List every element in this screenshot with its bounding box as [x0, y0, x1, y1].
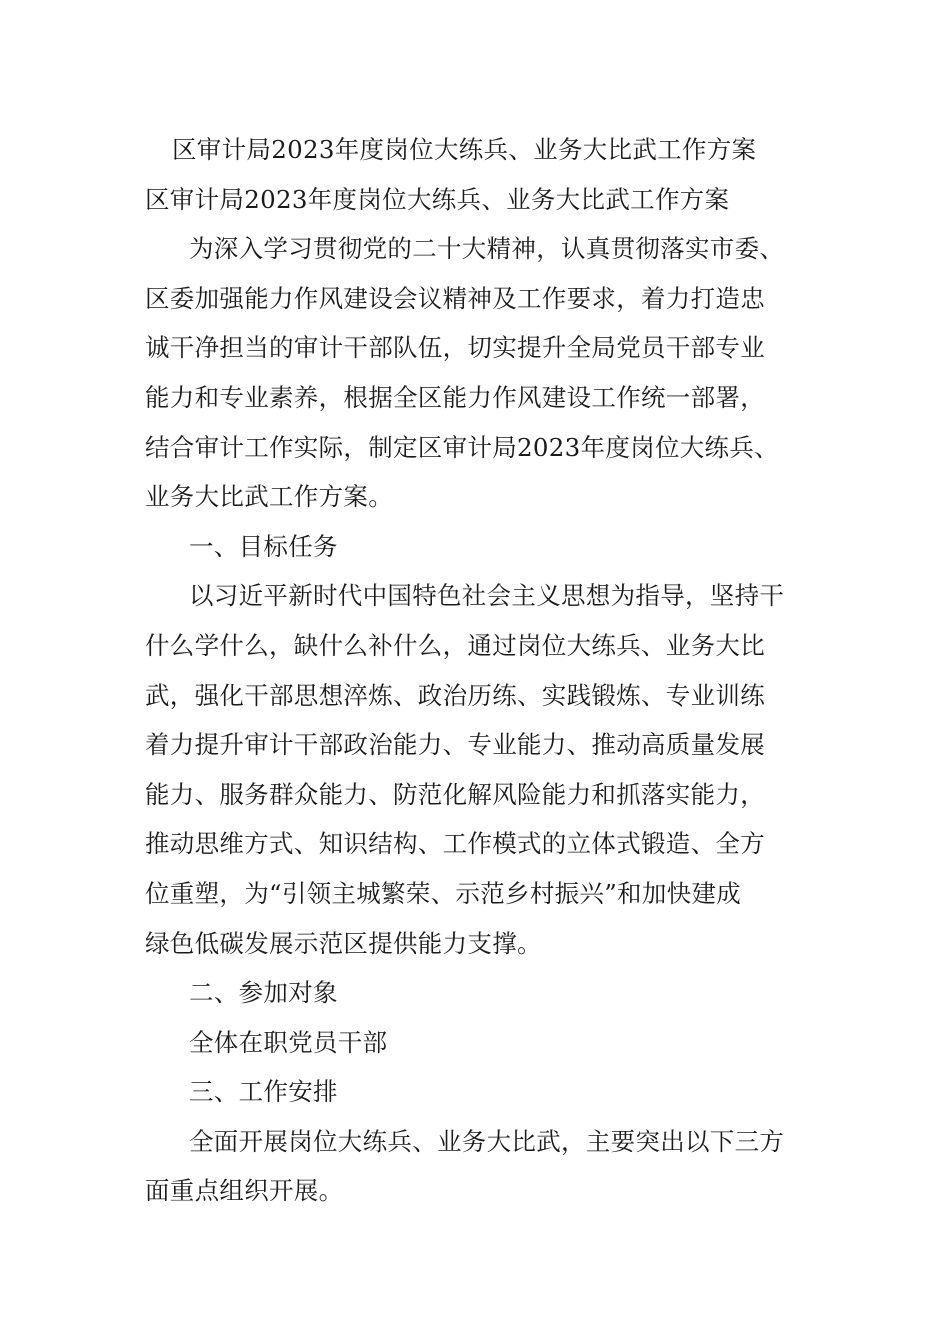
arrangements-line-2: 面重点组织开展。 [145, 1176, 344, 1206]
goals-line-7: 位重塑，为“引领主城繁荣、示范乡村振兴”和加快建成 [145, 878, 742, 908]
participants-line: 全体在职党员干部 [189, 1027, 388, 1057]
goals-line-2: 什么学什么，缺什么补什么，通过岗位大练兵、业务大比 [145, 630, 765, 660]
goals-line-8: 绿色低碳发展示范区提供能力支撑。 [145, 928, 542, 958]
section-heading-goals: 一、目标任务 [189, 531, 338, 561]
section-heading-arrangements: 三、工作安排 [189, 1077, 338, 1107]
intro-line-3: 诚干净担当的审计干部队伍，切实提升全局党员干部专业 [145, 333, 765, 363]
section-heading-participants: 二、参加对象 [189, 978, 338, 1008]
arrangements-line-1: 全面开展岗位大练兵、业务大比武，主要突出以下三方 [189, 1126, 785, 1156]
doc-heading-2: 区审计局2023年度岗位大练兵、业务大比武工作方案 [145, 184, 730, 214]
intro-line-1: 为深入学习贯彻党的二十大精神，认真贯彻落实市委、 [189, 234, 785, 264]
goals-line-6: 推动思维方式、知识结构、工作模式的立体式锻造、全方 [145, 829, 765, 859]
goals-line-5: 能力、服务群众能力、防范化解风险能力和抓落实能力， [145, 779, 765, 809]
goals-line-1: 以习近平新时代中国特色社会主义思想为指导，坚持干 [189, 581, 785, 611]
intro-line-6: 业务大比武工作方案。 [145, 482, 393, 512]
intro-line-5: 结合审计工作实际，制定区审计局2023年度岗位大练兵、 [145, 432, 779, 462]
goals-line-4: 着力提升审计干部政治能力、专业能力、推动高质量发展 [145, 730, 765, 760]
document-body [145, 125, 810, 1216]
intro-line-2: 区委加强能力作风建设会议精神及工作要求，着力打造忠 [145, 283, 765, 313]
doc-heading-1: 区审计局2023年度岗位大练兵、业务大比武工作方案 [172, 135, 757, 164]
intro-line-4: 能力和专业素养，根据全区能力作风建设工作统一部署， [145, 382, 765, 412]
goals-line-3: 武，强化干部思想淬炼、政治历练、实践锻炼、专业训练 [145, 680, 765, 710]
